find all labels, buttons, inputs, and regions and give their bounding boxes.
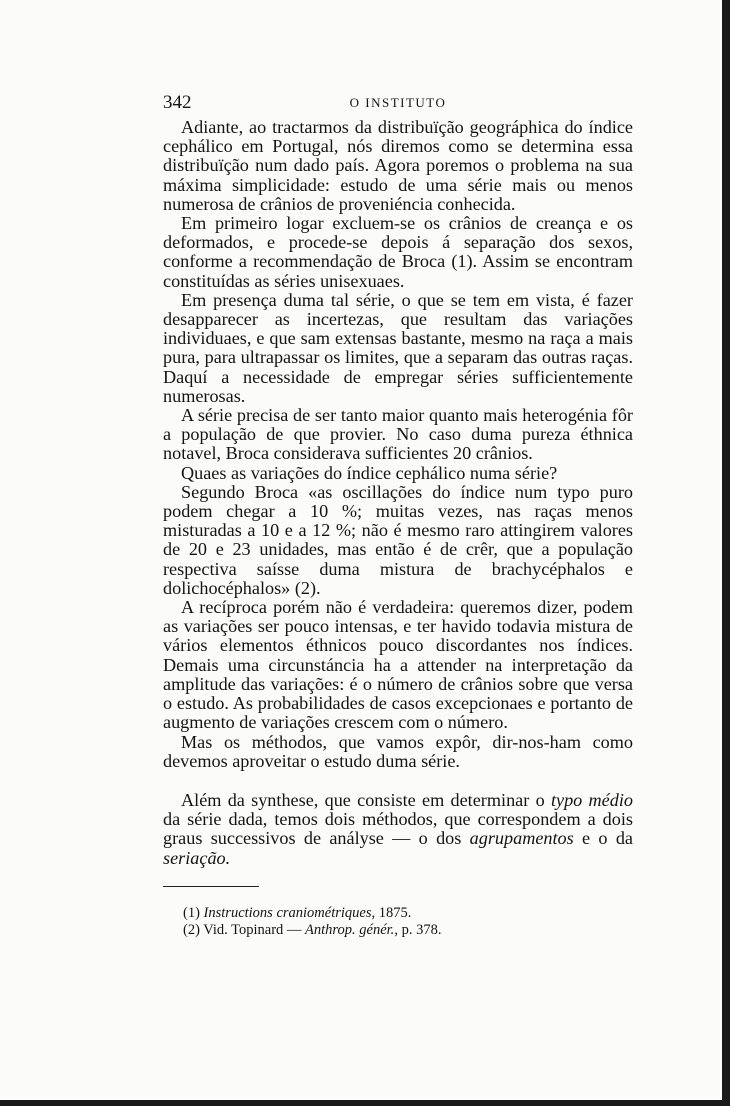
- page-edge-right: [722, 0, 730, 1106]
- footnote-marker: (2) Vid. Topinard —: [183, 921, 306, 938]
- footnote: [183, 905, 633, 922]
- emphasized-term: agrupamentos: [469, 828, 574, 849]
- paragraph-fragment: da série dada, temos dois méthodos, que correspondem a dois graus successivos de anályse — o dos: [163, 809, 633, 849]
- footnote-marker: (1): [183, 904, 204, 921]
- page-edge-bottom: [0, 1100, 730, 1106]
- paragraph: Segundo Broca «as oscillações do índice num typo puro podem chegar a 10 %; muitas vezes, nas raças menos misturadas a 10 e a 12 %; não é mesmo raro attingirem valores de 20 e 23 unidades, mas então é de crêr, que a população respectiva saísse duma mistura de brachycéphalos e dolichocéphalos» (2).: [163, 481, 633, 598]
- footnote-title: Instructions craniométriques: [203, 904, 372, 921]
- book-page: [163, 92, 633, 939]
- emphasized-term: typo médio: [550, 789, 633, 810]
- emphasized-term: seriação.: [163, 847, 231, 868]
- footnotes: [163, 905, 633, 939]
- footnote-rest: , p. 378.: [394, 921, 442, 938]
- paragraph: Em presença duma tal série, o que se tem em vista, é fazer desapparecer as incertezas, que resultam das variações individuaes, e que sam extensas bastante, mesmo na raça a mais pura, para ultrapassar os limites, que a separam das outras raças. Daquí a necessidade de empregar séries sufficientemente numerosas.: [163, 289, 633, 406]
- footnote: [183, 922, 633, 939]
- body-text: [163, 118, 633, 868]
- paragraph-fragment: Além da synthese, que consiste em determinar o: [181, 789, 551, 810]
- paragraph: Mas os méthodos, que vamos expôr, dir-nos-ham como devemos aproveitar o estudo duma série.: [163, 731, 633, 771]
- paragraph: A série precisa de ser tanto maior quanto mais heterogénia fôr a população de que provier. No caso duma pureza éthnica notavel, Broca considerava sufficientes 20 crânios.: [163, 405, 633, 464]
- paragraph-fragment: e o da: [573, 828, 633, 849]
- footnote-rule: [163, 886, 259, 887]
- paragraph: Em primeiro logar excluem-se os crânios de creança e os deformados, e procede-se depois á separação dos sexos, conforme a recommendação de Broca (1). Assim se encontram constituídas as séries unisexuaes.: [163, 213, 633, 291]
- paragraph: Quaes as variações do índice cephálico numa série?: [181, 462, 558, 483]
- footnote-rest: , 1875.: [371, 904, 412, 921]
- running-title: O INSTITUTO: [349, 95, 447, 110]
- paragraph: Adiante, ao tractarmos da distribuïção geográphica do índice cephálico em Portugal, nós diremos como se determina essa distribuïção num dado país. Agora poremos o problema na sua máxima simplicidade: estudo de uma série mais ou menos numerosa de crânios de proveniéncia conhecida.: [163, 117, 633, 214]
- paragraph: A recíproca porém não é verdadeira: queremos dizer, podem as variações ser pouco intensas, e ter havido todavia mistura de vários elementos éthnicos pouco discordantes nos índices. Demais uma circunstáncia ha a attender na interpretação da amplitude das variações: é o número de crânios sobre que versa o estudo. As probabilidades de casos excepcionaes e portanto de augmento de variações crescem com o número.: [163, 597, 633, 733]
- page-number: 342: [163, 92, 192, 113]
- page-header: [163, 92, 633, 118]
- footnote-title: Anthrop. génér.: [305, 921, 395, 938]
- closing-paragraph: [163, 791, 633, 868]
